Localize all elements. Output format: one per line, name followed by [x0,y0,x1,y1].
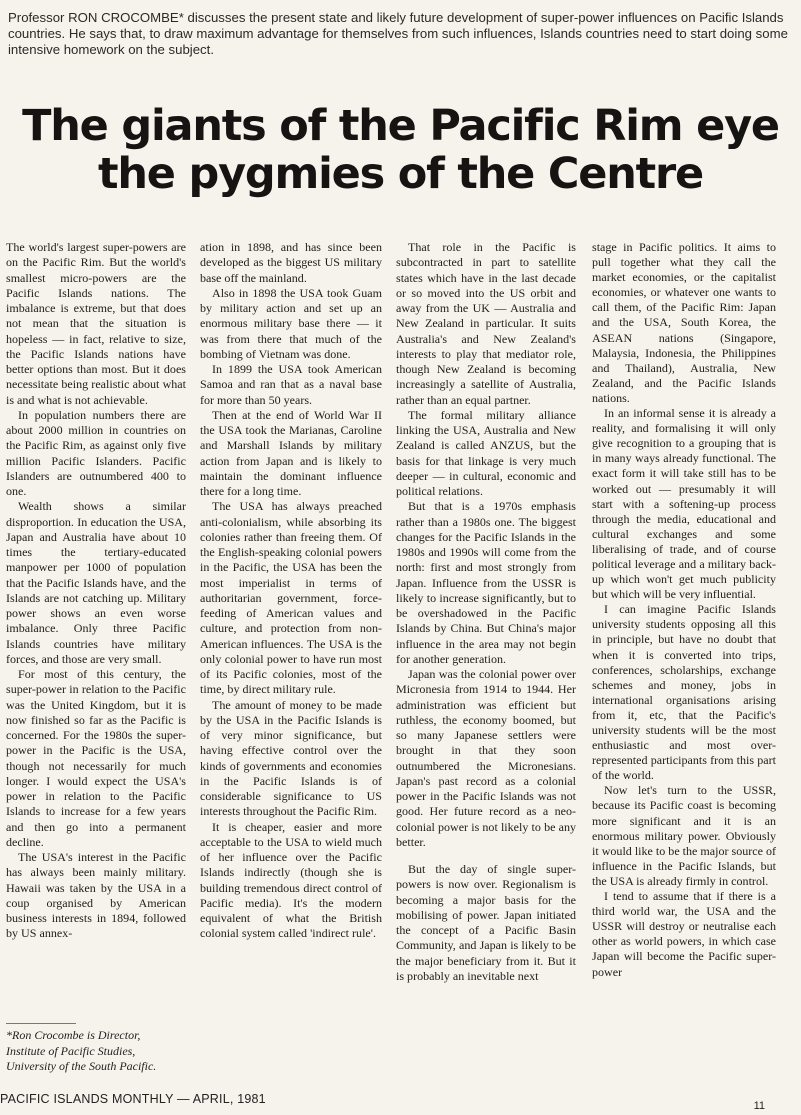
paragraph: The USA's interest in the Pacific has always been mainly military. Hawaii was taken by the USA in a coup organised by American business interests in 1894, followed by US annex- [6,850,186,941]
paragraph: Then at the end of World War II the USA took the Marianas, Caroline and Marshall Islands by military action from Japan and is likely to maintain the dominant influence there for a long time. [200,407,382,498]
headline-line-1: The giants of the Pacific Rim eye [22,101,779,151]
paragraph: Japan was the colonial power over Micronesia from 1914 to 1944. Her administration was efficient but ruthless, the economy boomed, but so many Japanese settlers were brought in that they soon outnumbered the Micronesians. Japan's past record as a colonial power in the Pacific Islands was not good. Her future record as a neo-colonial power is not likely to be any better. [396,667,576,849]
paragraph: But the day of single super-powers is now over. Regionalism is becoming a major basis for the mobilising of power. Japan initiated the concept of a Pacific Basin Community, and Japan is likely to be the major beneficiary from it. But it is probably an inevitable next [396,862,576,983]
paragraph: In population numbers there are about 2000 million in countries on the Pacific Rim, as against only five million Pacific Islanders. Pacific Islanders are outnumbered 400 to one. [6,407,186,498]
paragraph: That role in the Pacific is subcontracted in part to satellite states which have in the last decade or so moved into the US orbit and away from the UK — Australia and New Zealand in particular. It suits Australia's and New Zealand's interests to play that mediator role, though New Zealand is becoming increasingly a satellite of Australia, rather than an equal partner. [396,240,576,407]
paragraph: Wealth shows a similar disproportion. In education the USA, Japan and Australia have about 10 times the tertiary-educated manpower per 1000 of population that the Pacific Islands have, and the Islands are not catching up. Military power shows an even worse imbalance. Only three Pacific Islands countries have military forces, and those are very small. [6,499,186,666]
footnote-rule [6,1023,76,1024]
paragraph: It is cheaper, easier and more acceptable to the USA to wield much of her influence over the Pacific Islands indirectly (though she is building tremendous direct control of Pacific media). It's the modern equivalent of what the British colonial system called 'indirect rule'. [200,819,382,941]
paragraph: But that is a 1970s emphasis rather than a 1980s one. The biggest changes for the Pacific Islands in the 1980s and 1990s will come from the north: first and most strongly from Japan. Influence from the USSR is likely to increase significantly, but to be overshadowed in the Pacific Islands by China. But China's major influence in the area may not begin for another generation. [396,499,576,666]
paragraph: The formal military alliance linking the USA, Australia and New Zealand is called ANZUS, but the basis for that linkage is very much deeper — in cultural, economic and political relations. [396,407,576,498]
column-1 [6,240,186,942]
paragraph: Now let's turn to the USSR, because its Pacific coast is becoming more significant and it is an enormous military power. Obviously it would like to be the major source of influence in the Pacific Islands, but the USA is already firmly in control. [592,783,777,888]
paragraph: The amount of money to be made by the USA in the Pacific Islands is of very minor significance, but having effective control over the kinds of governments and economies in the Pacific Islands is of considerable significance to US interests throughout the Pacific Rim. [200,697,382,819]
article-headline [0,102,801,198]
column-2 [200,240,382,942]
paragraph: The USA has always preached anti-colonialism, while absorbing its colonies rather than freeing them. Of the English-speaking colonial powers in the Pacific, the USA has been the most imperialist in terms of authoritarian government, force-feeding of American values and culture, and protection from non-American influences. The USA is the only colonial power to have run most of its Pacific colonies, most of the time, by direct military rule. [200,499,382,697]
publication-footer: PACIFIC ISLANDS MONTHLY — APRIL, 1981 [0,1092,266,1106]
paragraph: ation in 1898, and has since been developed as the biggest US military base off the mainland. [200,240,382,285]
column-3 [396,240,576,984]
paragraph: The world's largest super-powers are on the Pacific Rim. But the world's smallest micro-powers are the Pacific Islands nations. The imbalance is extreme, but that does not mean that the situation is hopeless — in fact, relative to size, the Pacific Islands nations have better options than most. But it does necessitate being realistic about what is and what is not achievable. [6,240,186,407]
paragraph: I can imagine Pacific Islands university students opposing all this in principle, but have no doubt that when it is converted into trips, conferences, scholarships, exchange schemes and money, jobs in international organisations arising from it, etc, that the Pacific's university students will be the most enthusiastic and most over-represented participants from this part of the world. [592,602,776,783]
author-footnote: *Ron Crocombe is Director, Institute of Pacific Studies, University of the South Pacific. [6,1028,157,1073]
paragraph: I tend to assume that if there is a third world war, the USA and the USSR will destroy or neutralise each other as world powers, in which case Japan will become the Pacific super-power [592,889,776,979]
column-4 [592,240,776,980]
paragraph: stage in Pacific politics. It aims to pull together what they call the market economies, or the capitalist economies, or whatever one wants to call them, of the Pacific Rim: Japan and the USA, South Korea, the ASEAN nations (Singapore, Malaysia, Indonesia, the Philippines and Thailand), Australia, New Zealand, and the Pacific Islands nations. [592,240,776,405]
paragraph: Also in 1898 the USA took Guam by military action and set up an enormous military base there — it was from there that much of the bombing of Vietnam was done. [200,285,382,361]
headline-line-2: the pygmies of the Centre [98,149,703,199]
intro-paragraph: Professor RON CROCOMBE* discusses the present state and likely future development of super-power influences on Pacific Islands countries. He says that, to draw maximum advantage for themselves from such influences, Islands countries need to start doing some intensive homework on the subject. [8,10,788,57]
paragraph: In an informal sense it is already a reality, and formalising it will only give recognition to a grouping that is in many ways already functional. The exact form it will take still has to be worked out — presumably it will start with a softening-up process through the media, educational and cultural exchanges and some liberalising of trade, and of course political leverage and a military back-up which won't get much publicity but which will be very influential. [592,406,776,602]
paragraph: For most of this century, the super-power in relation to the Pacific was the United Kingdom, but it is now finished so far as the Pacific is concerned. For the 1980s the super-power in the Pacific is the USA, though not necessarily for much longer. I would expect the USA's power in relation to the Pacific Islands to increase for a few years and then go into a permanent decline. [6,667,186,849]
page-number: 11 [753,1100,765,1112]
paragraph: In 1899 the USA took American Samoa and ran that as a naval base for more than 50 years. [200,362,382,407]
